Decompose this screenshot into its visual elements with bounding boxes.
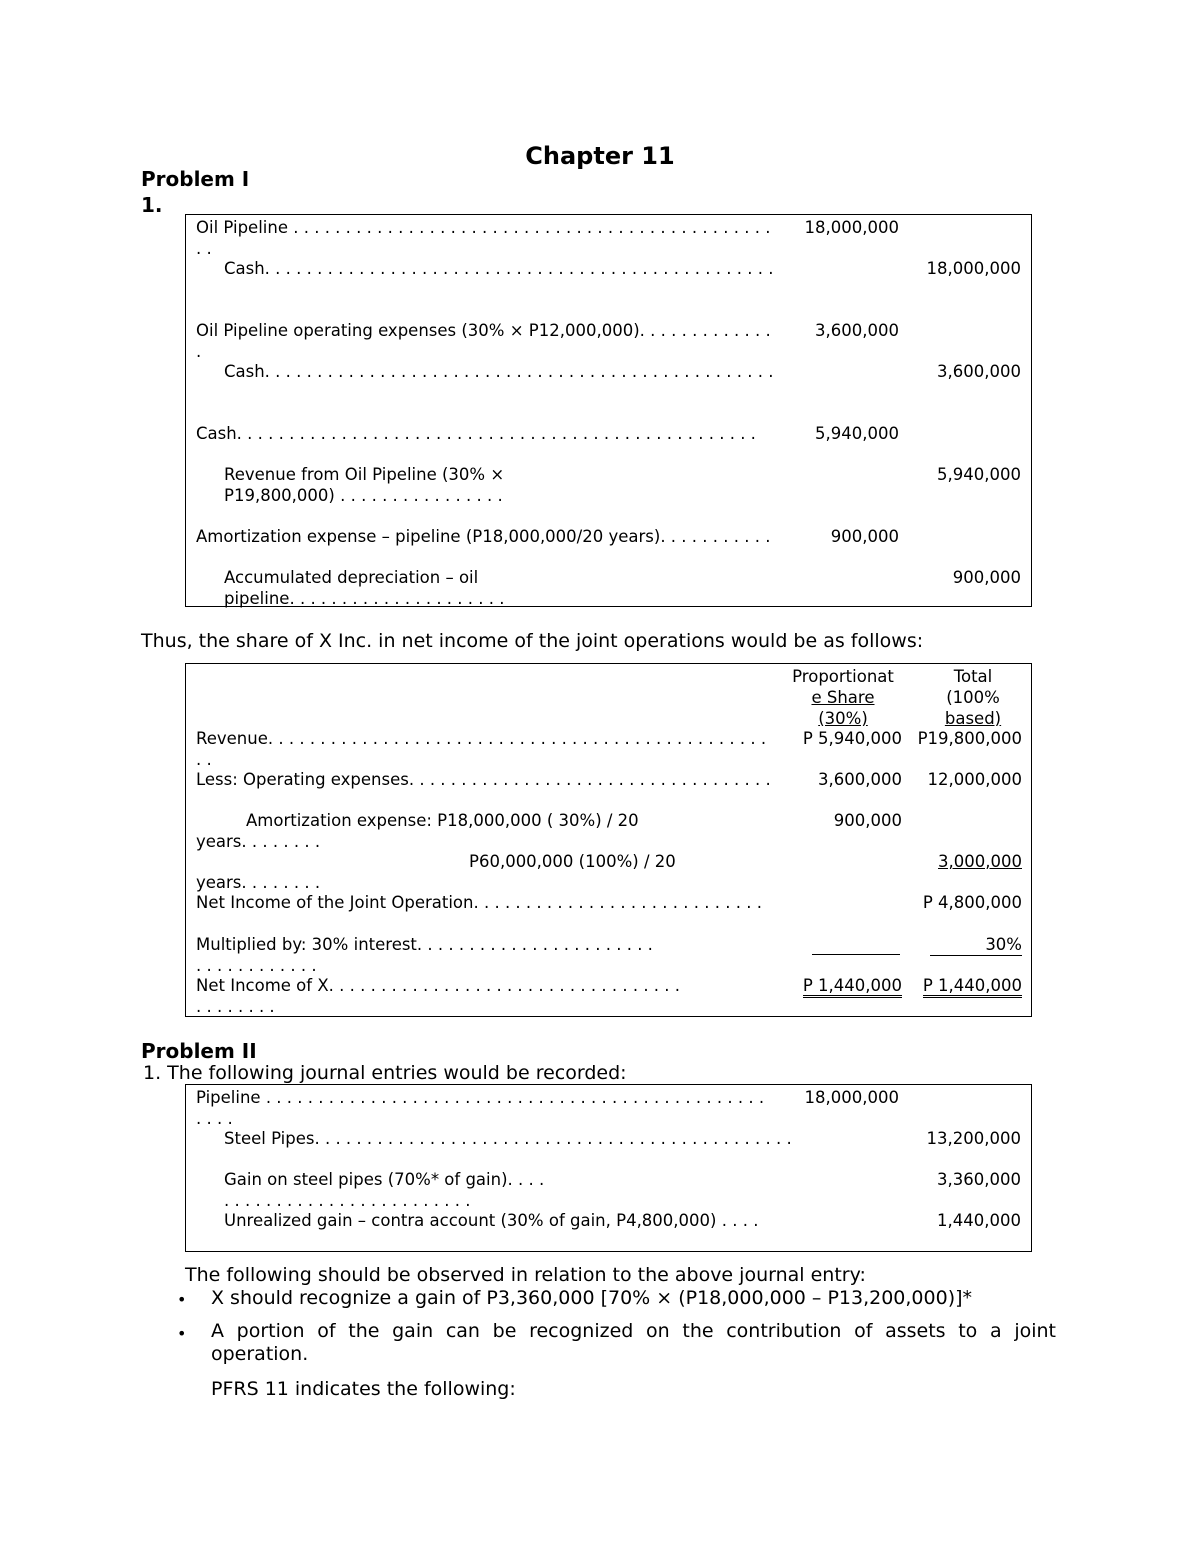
problem-1-item-number: 1. bbox=[141, 193, 163, 217]
total-value: P19,800,000 bbox=[917, 729, 1022, 748]
row-description: P60,000,000 (100%) / 20 years. . . . . . . . bbox=[196, 852, 676, 892]
debit-amount: 5,940,000 bbox=[815, 424, 899, 443]
problem-2-item-text: 1. The following journal entries would be recorded: bbox=[143, 1062, 627, 1084]
credit-amount: 3,600,000 bbox=[937, 362, 1021, 381]
total-header bbox=[926, 666, 1020, 729]
header-line: (30%) bbox=[818, 709, 868, 728]
debit-amount: 3,600,000 bbox=[815, 321, 899, 340]
row-description: Revenue. . . . . . . . . . . . . . . . . . . . . . . . . . . . . . . . . . . . . . . . . . . . . . . . . . bbox=[196, 729, 767, 769]
share-value bbox=[784, 975, 902, 996]
entry-description: Gain on steel pipes (70%* of gain). . . . . . . . . . . . . . . . . . . . . . . . . . . . bbox=[224, 1170, 545, 1210]
row-description: Less: Operating expenses. . . . . . . . . . . . . . . . . . . . . . . . . . . . . . . . . . . bbox=[196, 770, 771, 789]
entry-description: Cash. . . . . . . . . . . . . . . . . . . . . . . . . . . . . . . . . . . . . . . . . . . . . . . . . bbox=[224, 362, 774, 381]
total-value-text: 3,000,000 bbox=[938, 852, 1022, 871]
entry-description: Oil Pipeline . . . . . . . . . . . . . . . . . . . . . . . . . . . . . . . . . . . . . . . . . . . . . . . . bbox=[196, 218, 771, 258]
share-value: P 5,940,000 bbox=[802, 729, 902, 748]
journal-entries-table-1 bbox=[185, 214, 1032, 607]
debit-amount: 18,000,000 bbox=[804, 218, 899, 237]
header-line: Total bbox=[953, 667, 993, 686]
share-value: 900,000 bbox=[833, 811, 902, 830]
header-line: e Share bbox=[811, 688, 875, 707]
total-value bbox=[916, 975, 1022, 996]
proportionate-share-header bbox=[784, 666, 902, 729]
header-line: based) bbox=[944, 709, 1002, 728]
credit-amount: 13,200,000 bbox=[926, 1129, 1021, 1148]
bullet-item-gain: X should recognize a gain of P3,360,000 [70% × (P18,000,000 – P13,200,000)]* bbox=[211, 1287, 973, 1309]
debit-amount: 900,000 bbox=[830, 527, 899, 546]
total-value bbox=[930, 934, 1022, 956]
entry-description: Steel Pipes. . . . . . . . . . . . . . . . . . . . . . . . . . . . . . . . . . . . . . . . . . . . . . bbox=[224, 1129, 792, 1148]
entry-description: Revenue from Oil Pipeline (30% × P19,800,000) . . . . . . . . . . . . . . . . bbox=[224, 465, 505, 505]
credit-amount: 1,440,000 bbox=[937, 1211, 1021, 1230]
total-value-text: P 1,440,000 bbox=[923, 976, 1022, 998]
row-description: Multiplied by: 30% interest. . . . . . . . . . . . . . . . . . . . . . . . . . . . . . . . . . . bbox=[196, 935, 653, 975]
bullet-marker: • bbox=[177, 1324, 187, 1343]
total-value: P 4,800,000 bbox=[922, 893, 1022, 912]
row-description: Net Income of X. . . . . . . . . . . . . . . . . . . . . . . . . . . . . . . . . . . . . . . . . . bbox=[196, 976, 681, 1016]
entry-description: Cash. . . . . . . . . . . . . . . . . . . . . . . . . . . . . . . . . . . . . . . . . . . . . . . . . bbox=[224, 259, 774, 278]
total-value-text: 30% bbox=[930, 934, 1022, 956]
credit-amount: 18,000,000 bbox=[926, 259, 1021, 278]
debit-amount: 18,000,000 bbox=[804, 1088, 899, 1107]
header-line: Proportionat bbox=[792, 667, 894, 686]
pfrs-text: PFRS 11 indicates the following: bbox=[211, 1378, 516, 1400]
page-title: Chapter 11 bbox=[525, 142, 675, 170]
entry-description: Amortization expense – pipeline (P18,000,000/20 years). . . . . . . . . . . bbox=[196, 527, 771, 546]
row-description: Net Income of the Joint Operation. . . . . . . . . . . . . . . . . . . . . . . . . . . . bbox=[196, 893, 762, 912]
problem-2-heading: Problem II bbox=[141, 1039, 257, 1063]
share-value-text: P 1,440,000 bbox=[803, 976, 902, 998]
entry-description: Accumulated depreciation – oil pipeline. . . . . . . . . . . . . . . . . . . . . bbox=[224, 568, 505, 608]
credit-amount: 5,940,000 bbox=[937, 465, 1021, 484]
row-description: Amortization expense: P18,000,000 ( 30%) / 20 years. . . . . . . . bbox=[196, 811, 639, 851]
observation-intro: The following should be observed in relation to the above journal entry: bbox=[185, 1264, 866, 1286]
total-value bbox=[916, 851, 1022, 872]
share-value-underline bbox=[812, 934, 900, 955]
credit-amount: 3,360,000 bbox=[937, 1170, 1021, 1189]
bullet-item-portion: A portion of the gain can be recognized on the contribution of assets to a joint operation. bbox=[211, 1320, 1056, 1365]
share-transition-text: Thus, the share of X Inc. in net income of the joint operations would be as follows: bbox=[141, 630, 924, 652]
bullet-marker: • bbox=[177, 1290, 187, 1309]
share-value: 3,600,000 bbox=[818, 770, 902, 789]
journal-entries-table-2 bbox=[185, 1084, 1032, 1252]
entry-description: Oil Pipeline operating expenses (30% × P12,000,000). . . . . . . . . . . . . . bbox=[196, 321, 771, 361]
joint-operation-share-table bbox=[185, 663, 1032, 1017]
entry-description: Pipeline . . . . . . . . . . . . . . . . . . . . . . . . . . . . . . . . . . . . . . . . . . . . . . . . . . . . bbox=[196, 1088, 765, 1128]
header-line: (100% bbox=[946, 688, 1000, 707]
credit-amount: 900,000 bbox=[952, 568, 1021, 587]
entry-description: Cash. . . . . . . . . . . . . . . . . . . . . . . . . . . . . . . . . . . . . . . . . . . . . . . . . . bbox=[196, 424, 756, 443]
entry-description: Unrealized gain – contra account (30% of gain, P4,800,000) . . . . bbox=[224, 1211, 759, 1230]
problem-1-heading: Problem I bbox=[141, 167, 250, 191]
total-value: 12,000,000 bbox=[927, 770, 1022, 789]
